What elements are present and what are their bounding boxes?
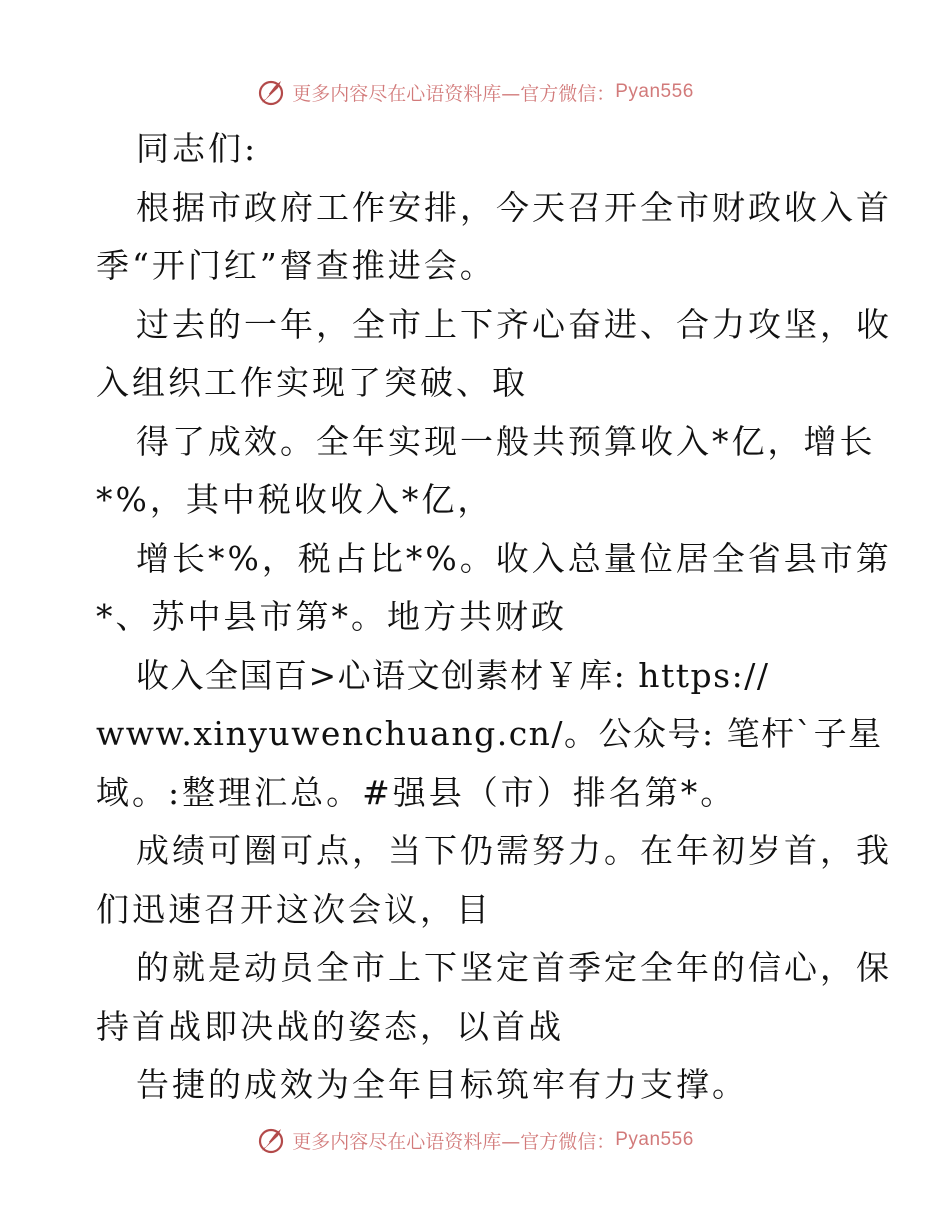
text-line: 过去的一年，全市上下齐心奋进、合力攻坚，收 bbox=[136, 304, 892, 344]
footer-watermark bbox=[0, 1120, 950, 1160]
text-line: 的就是动员全市上下坚定首季定全年的信心，保 bbox=[136, 948, 892, 987]
text-line: 们迅速召开这次会议，目 bbox=[96, 889, 492, 929]
text-line: 域。:整理汇总。#强县（市）排名第*。 bbox=[96, 772, 737, 812]
text-line: 告捷的成效为全年目标筑牢有力支撑。 bbox=[136, 1065, 748, 1104]
quill-pen-logo-icon bbox=[256, 77, 286, 107]
text-line: 季“开门红”督查推进会。 bbox=[96, 246, 496, 285]
text-line: *%，其中税收收入*亿， bbox=[96, 480, 494, 519]
text-line: 同志们: bbox=[136, 129, 259, 168]
text-line: 根据市政府工作安排，今天召开全市财政收入首 bbox=[136, 187, 892, 227]
watermark-wechat-id: Pyan556 bbox=[615, 1129, 694, 1150]
quill-pen-logo-icon bbox=[256, 1125, 286, 1155]
header-watermark bbox=[0, 72, 950, 112]
watermark-wechat-id: Pyan556 bbox=[615, 81, 694, 102]
text-line: 持首战即决战的姿态，以首战 bbox=[96, 1006, 564, 1046]
text-line: 收入全国百>心语文创素材￥库: https:// bbox=[136, 655, 770, 695]
document-body bbox=[96, 120, 892, 1115]
text-line: 成绩可圈可点，当下仍需努力。在年初岁首，我 bbox=[136, 831, 892, 870]
watermark-text: 更多内容尽在心语资料库—官方微信： bbox=[292, 82, 616, 105]
text-line: 增长*%，税占比*%。收入总量位居全省县市第 bbox=[136, 538, 892, 578]
text-line: www.xinyuwenchuang.cn/。公众号: 笔杆`子星 bbox=[96, 714, 883, 753]
watermark-text: 更多内容尽在心语资料库—官方微信： bbox=[292, 1130, 616, 1153]
text-line: 得了成效。全年实现一般共预算收入*亿，增长 bbox=[136, 421, 876, 461]
text-line: 入组织工作实现了突破、取 bbox=[96, 363, 528, 402]
text-line: *、苏中县市第*。地方共财政 bbox=[96, 597, 567, 636]
